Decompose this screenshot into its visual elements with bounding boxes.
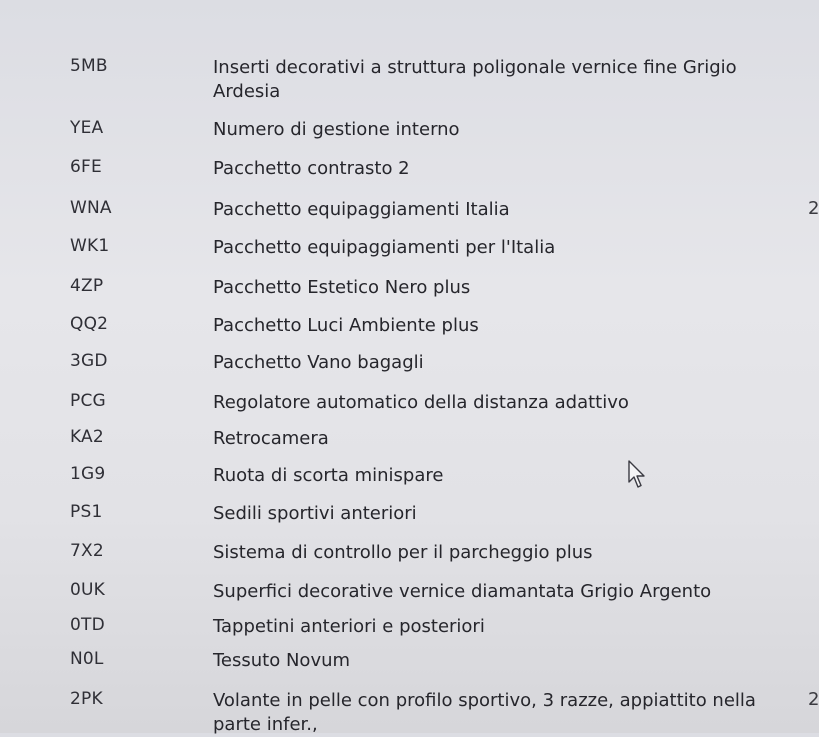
option-code: N0L (70, 649, 104, 669)
option-description: Pacchetto Luci Ambiente plus (213, 315, 479, 336)
option-description: Pacchetto Estetico Nero plus (213, 277, 471, 298)
option-description: Sistema di controllo per il parcheggio plus (213, 542, 593, 563)
option-code: WNA (70, 198, 112, 218)
option-code: KA2 (70, 427, 104, 447)
option-description: Retrocamera (213, 428, 329, 449)
option-code: 1G9 (70, 464, 106, 484)
option-description: Ruota di scorta minispare (213, 465, 444, 486)
option-description: Pacchetto equipaggiamenti Italia (213, 199, 510, 220)
option-code: WK1 (70, 236, 110, 256)
option-description: Volante in pelle con profilo sportivo, 3 razze, appiattito nella parte infer., (213, 690, 756, 735)
option-code: YEA (70, 118, 104, 138)
cut-off-value: 2 (808, 689, 819, 710)
option-description: Numero di gestione interno (213, 119, 460, 140)
option-description: Pacchetto Vano bagagli (213, 352, 424, 373)
option-code: 3GD (70, 351, 108, 371)
cut-off-value: 2 (808, 198, 819, 219)
option-description: Tappetini anteriori e posteriori (213, 616, 485, 637)
option-description: Pacchetto equipaggiamenti per l'Italia (213, 237, 556, 258)
option-code: 6FE (70, 157, 102, 177)
option-code: 7X2 (70, 541, 104, 561)
option-description: Inserti decorativi a struttura poligonale vernice fine Grigio Ardesia (213, 57, 737, 102)
option-code: 5MB (70, 56, 108, 76)
option-code: 2PK (70, 689, 103, 709)
option-description: Tessuto Novum (213, 650, 351, 671)
option-code: PCG (70, 391, 106, 411)
option-code: 0UK (70, 580, 106, 600)
option-description: Sedili sportivi anteriori (213, 503, 417, 524)
option-code: PS1 (70, 502, 103, 522)
option-code: QQ2 (70, 314, 109, 334)
option-description: Regolatore automatico della distanza adattivo (213, 392, 629, 413)
option-description: Pacchetto contrasto 2 (213, 158, 410, 179)
mouse-pointer-icon (627, 460, 647, 490)
option-code: 0TD (70, 615, 105, 635)
option-description: Superfici decorative vernice diamantata Grigio Argento (213, 581, 712, 602)
option-code: 4ZP (70, 276, 104, 296)
